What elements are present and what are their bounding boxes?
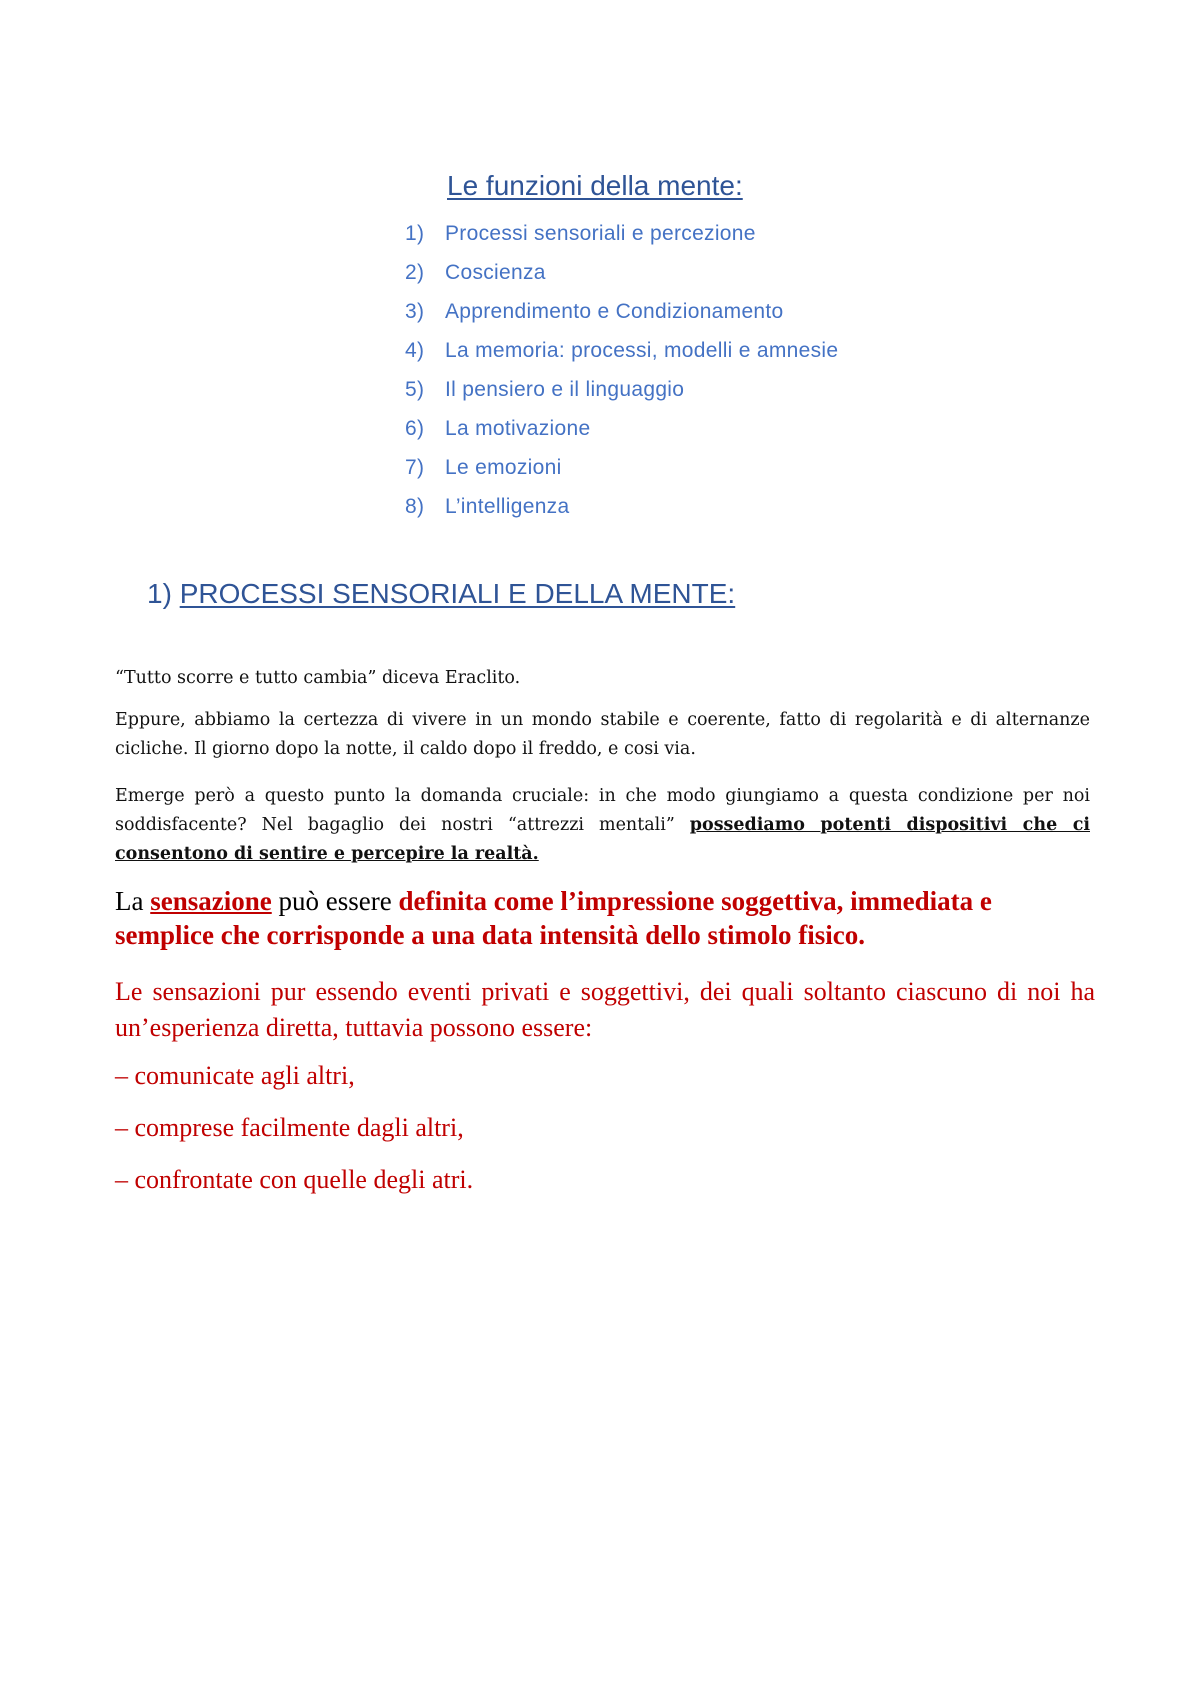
toc-item-label: Apprendimento e Condizionamento <box>445 299 784 323</box>
sensations-intro: Le sensazioni pur essendo eventi privati e soggettivi, dei quali soltanto ciascuno di noi ha un’esperienza diretta, tuttavia possono essere: <box>115 977 1095 1042</box>
toc-item-label: Processi sensoriali e percezione <box>445 221 756 245</box>
toc-item <box>405 370 838 409</box>
toc-item-label: Le emozioni <box>445 455 562 479</box>
toc-item <box>405 253 838 292</box>
toc-item-number: 8) <box>405 494 425 518</box>
toc-item-label: La memoria: processi, modelli e amnesie <box>445 338 839 362</box>
emerge-text: Emerge però a questo punto la domanda cruciale: in che modo giungiamo a questa condizione per noi soddisfacente? Nel bagaglio dei nostri “attrezzi mentali” <box>115 786 1090 835</box>
toc-item-label: Coscienza <box>445 260 546 284</box>
toc-item-number: 5) <box>405 377 425 401</box>
toc-item-number: 4) <box>405 338 425 362</box>
toc-item <box>405 409 838 448</box>
bullet-item: – comunicate agli altri, <box>115 1061 355 1090</box>
toc-item-number: 6) <box>405 416 425 440</box>
emerge-paragraph <box>115 782 1090 869</box>
toc-item <box>405 214 838 253</box>
toc-item-label: L’intelligenza <box>445 494 570 518</box>
definition-lead: La <box>115 886 151 916</box>
eppure-paragraph: Eppure, abbiamo la certezza di vivere in un mondo stabile e coerente, fatto di regolarità e di alternanze cicliche. Il giorno dopo la notte, il caldo dopo il freddo, e cosi via. <box>115 710 1090 759</box>
toc-item <box>405 292 838 331</box>
toc-item-number: 3) <box>405 299 425 323</box>
definition-term: sensazione <box>150 886 272 916</box>
definition-middle: può essere <box>271 886 399 916</box>
quote-paragraph: “Tutto scorre e tutto cambia” diceva Eraclito. <box>115 668 521 688</box>
toc-item-number: 2) <box>405 260 425 284</box>
bullet-item: – confrontate con quelle degli atri. <box>115 1165 474 1194</box>
toc-item-number: 1) <box>405 221 425 245</box>
bullet-item: – comprese facilmente dagli altri, <box>115 1113 464 1142</box>
section-heading <box>147 578 735 610</box>
toc-item-label: Il pensiero e il linguaggio <box>445 377 685 401</box>
section-number: 1) <box>147 578 172 609</box>
definition-rest: definita come l’impressione soggettiva, immediata e semplice che corrisponde a una data intensità dello stimolo fisico. <box>115 886 992 950</box>
toc-item <box>405 448 838 487</box>
toc-item-label: La motivazione <box>445 416 591 440</box>
emerge-emphasis: possediamo potenti dispositivi che ci consentono di sentire e percepire la realtà. <box>115 815 1090 864</box>
toc-item <box>405 487 838 526</box>
toc-list <box>405 214 838 526</box>
toc-title: Le funzioni della mente: <box>447 170 743 201</box>
toc-item <box>405 331 838 370</box>
definition-paragraph <box>115 884 1095 952</box>
section-title: PROCESSI SENSORIALI E DELLA MENTE: <box>179 578 736 609</box>
toc-item-number: 7) <box>405 455 425 479</box>
